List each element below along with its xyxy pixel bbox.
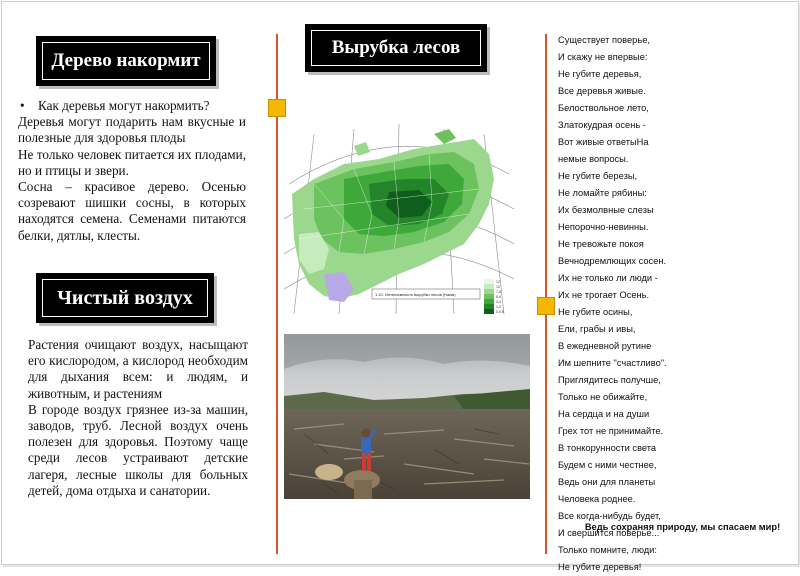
poem-line: Непорочно-невинны. xyxy=(558,222,649,232)
legend-label: 10 xyxy=(496,285,500,289)
legend-label: 1-2 xyxy=(496,305,502,309)
poem-line: И скажу не впервые: xyxy=(558,52,648,62)
poem-line: Только не обижайте, xyxy=(558,392,648,402)
divider-marker xyxy=(537,297,555,315)
legend-labels xyxy=(496,280,504,314)
poem-line: Не губите осины, xyxy=(558,307,633,317)
poem-line: И свершится поверье... xyxy=(558,528,660,538)
poem-line: Все когда-нибудь будет, xyxy=(558,511,661,521)
poem-line: Не ломайте рябины: xyxy=(558,188,647,198)
air-paragraph: В городе воздух грязнее из-за машин, заводов, труб. Лесной воздух очень полезен для здоровья. Поэтому чаще среди лесов устраивают детские лагеря, лесные школы для больных детей, дома отдыха и санатории. xyxy=(28,401,248,498)
legend-label: 3-4 xyxy=(496,300,502,304)
map-legend xyxy=(484,279,504,314)
feed-bullet: • Как деревья могут накормить? xyxy=(18,98,246,114)
poem-line: Ведь они для планеты xyxy=(558,477,656,487)
poem xyxy=(558,32,793,576)
section-title-air xyxy=(36,273,214,323)
divider-marker xyxy=(268,99,286,117)
poem-line: Существует поверье, xyxy=(558,35,650,45)
poem-line: Не губите деревья, xyxy=(558,69,642,79)
poem-line: Все деревья живые. xyxy=(558,86,646,96)
poem-line: Вот живые ответыНа xyxy=(558,137,649,147)
poem-line: Вечнодремлющих сосен. xyxy=(558,256,667,266)
legend-label: 7-8 xyxy=(496,290,502,294)
poem-line: На сердца и на души xyxy=(558,409,650,419)
russia-logging-map xyxy=(284,124,514,319)
poem-line: немые вопросы. xyxy=(558,154,629,164)
poem-ending: Ведь сохраняя природу, мы спасаем мир! xyxy=(584,522,781,532)
legend-label: 12 xyxy=(496,280,500,284)
air-paragraph: Растения очищают воздух, насыщают его кислородом, а кислород необходим для дыхания всем: и людям, и животным, и растениям xyxy=(28,337,248,401)
map-regions xyxy=(292,129,494,302)
section-title-logging-text: Вырубка лесов xyxy=(331,37,461,58)
poem-line: Не тревожьте покоя xyxy=(558,239,644,249)
clearcut-photo xyxy=(284,334,530,499)
section-title-logging xyxy=(305,24,487,72)
poem-line: Златокудрая осень - xyxy=(558,120,646,130)
poem-line: Будем с ними честнее, xyxy=(558,460,657,470)
section-title-feed xyxy=(36,36,216,86)
poem-line: Их не только ли люди - xyxy=(558,273,658,283)
poem-line: Только помните, люди: xyxy=(558,545,657,555)
poem-line: Белоствольное лето, xyxy=(558,103,649,113)
poem-line: Ели, грабы и ивы, xyxy=(558,324,636,334)
poem-line: В ежедневной рутине xyxy=(558,341,652,351)
poem-line: В тонкорунности света xyxy=(558,443,657,453)
poem-line: Им шепните "счастливо". xyxy=(558,358,667,368)
feed-paragraph: Не только человек питается их плодами, но и птицы и звери. xyxy=(18,146,246,178)
feed-paragraph: Сосна – красивое дерево. Осенью созревают шишки сосны, в которых находятся семена. Семенами питаются белки, дятлы, клесты. xyxy=(18,179,246,243)
poem-line: Их безмолвные слезы xyxy=(558,205,654,215)
poem-line: Не губите деревья! xyxy=(558,562,642,572)
divider-line-right xyxy=(545,34,547,554)
legend-label: 0-0.5 xyxy=(496,310,504,314)
section-title-air-text: Чистый воздух xyxy=(57,286,193,309)
feed-paragraph: Деревья могут подарить нам вкусные и полезные для здоровья плоды xyxy=(18,114,246,146)
poem-line: Человека роднее. xyxy=(558,494,636,504)
air-text xyxy=(28,337,248,499)
legend-label: 5-6 xyxy=(496,295,502,299)
poem-line: Грех тот не принимайте. xyxy=(558,426,664,436)
feed-text xyxy=(18,98,246,244)
poem-line: Приглядитесь получше, xyxy=(558,375,661,385)
poem-line: Их не трогает Осень. xyxy=(558,290,650,300)
map-caption: 1.10. Интенсивность вырубки лесов (Наим) xyxy=(375,292,456,297)
poem-line: Не губите березы, xyxy=(558,171,638,181)
section-title-feed-text: Дерево накормит xyxy=(51,50,201,71)
